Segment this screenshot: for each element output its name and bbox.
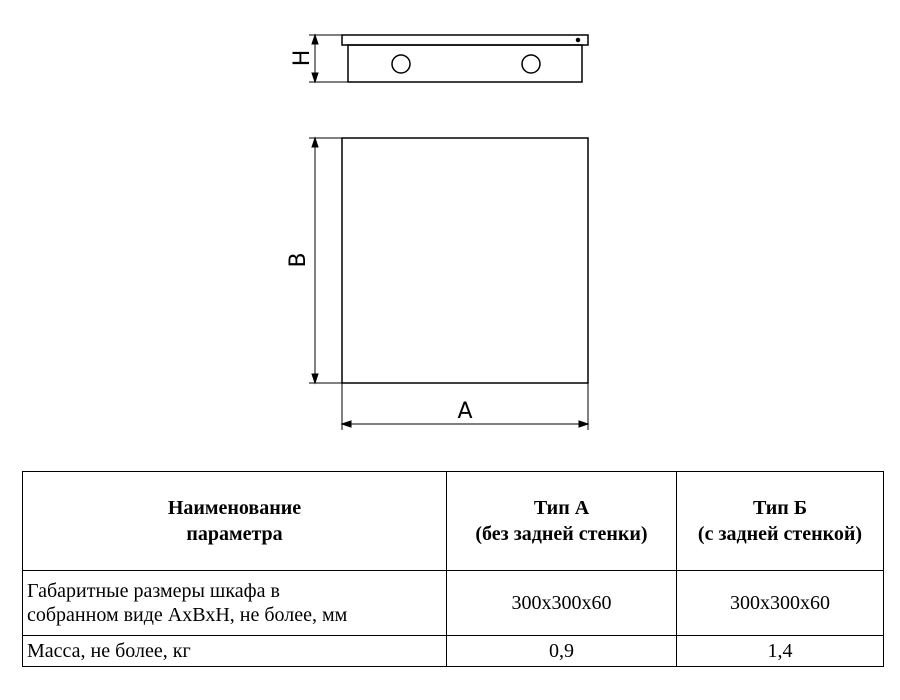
- side-view-body: [348, 45, 582, 82]
- value-dimensions-type-a: 300х300х60: [447, 571, 677, 636]
- side-view-screw: [577, 39, 580, 42]
- dim-depth-label: B: [286, 252, 311, 268]
- value-mass-type-a: 0,9: [447, 636, 677, 667]
- header-parameter: Наименование параметра: [23, 472, 447, 571]
- header-type-b: Тип Б (с задней стенкой): [677, 472, 884, 571]
- value-dimensions-type-b: 300х300х60: [677, 571, 884, 636]
- dim-width-label: A: [457, 399, 473, 424]
- depth-dimension: [309, 138, 342, 383]
- value-mass-type-b: 1,4: [677, 636, 884, 667]
- top-view: [342, 138, 588, 383]
- side-view-hole-right: [522, 55, 540, 73]
- side-view-lid: [342, 35, 588, 45]
- side-view: [342, 35, 588, 82]
- spec-table: [22, 471, 884, 667]
- top-view-outline: [342, 138, 588, 383]
- param-mass: Масса, не более, кг: [23, 636, 447, 667]
- dim-height-label: H: [290, 49, 315, 67]
- table-row: [23, 636, 884, 667]
- table-row: [23, 571, 884, 636]
- side-view-hole-left: [392, 55, 410, 73]
- param-dimensions: Габаритные размеры шкафа в собранном виде АхВхН, не более, мм: [23, 571, 447, 636]
- table-header-row: [23, 472, 884, 571]
- header-type-a: Тип А (без задней стенки): [447, 472, 677, 571]
